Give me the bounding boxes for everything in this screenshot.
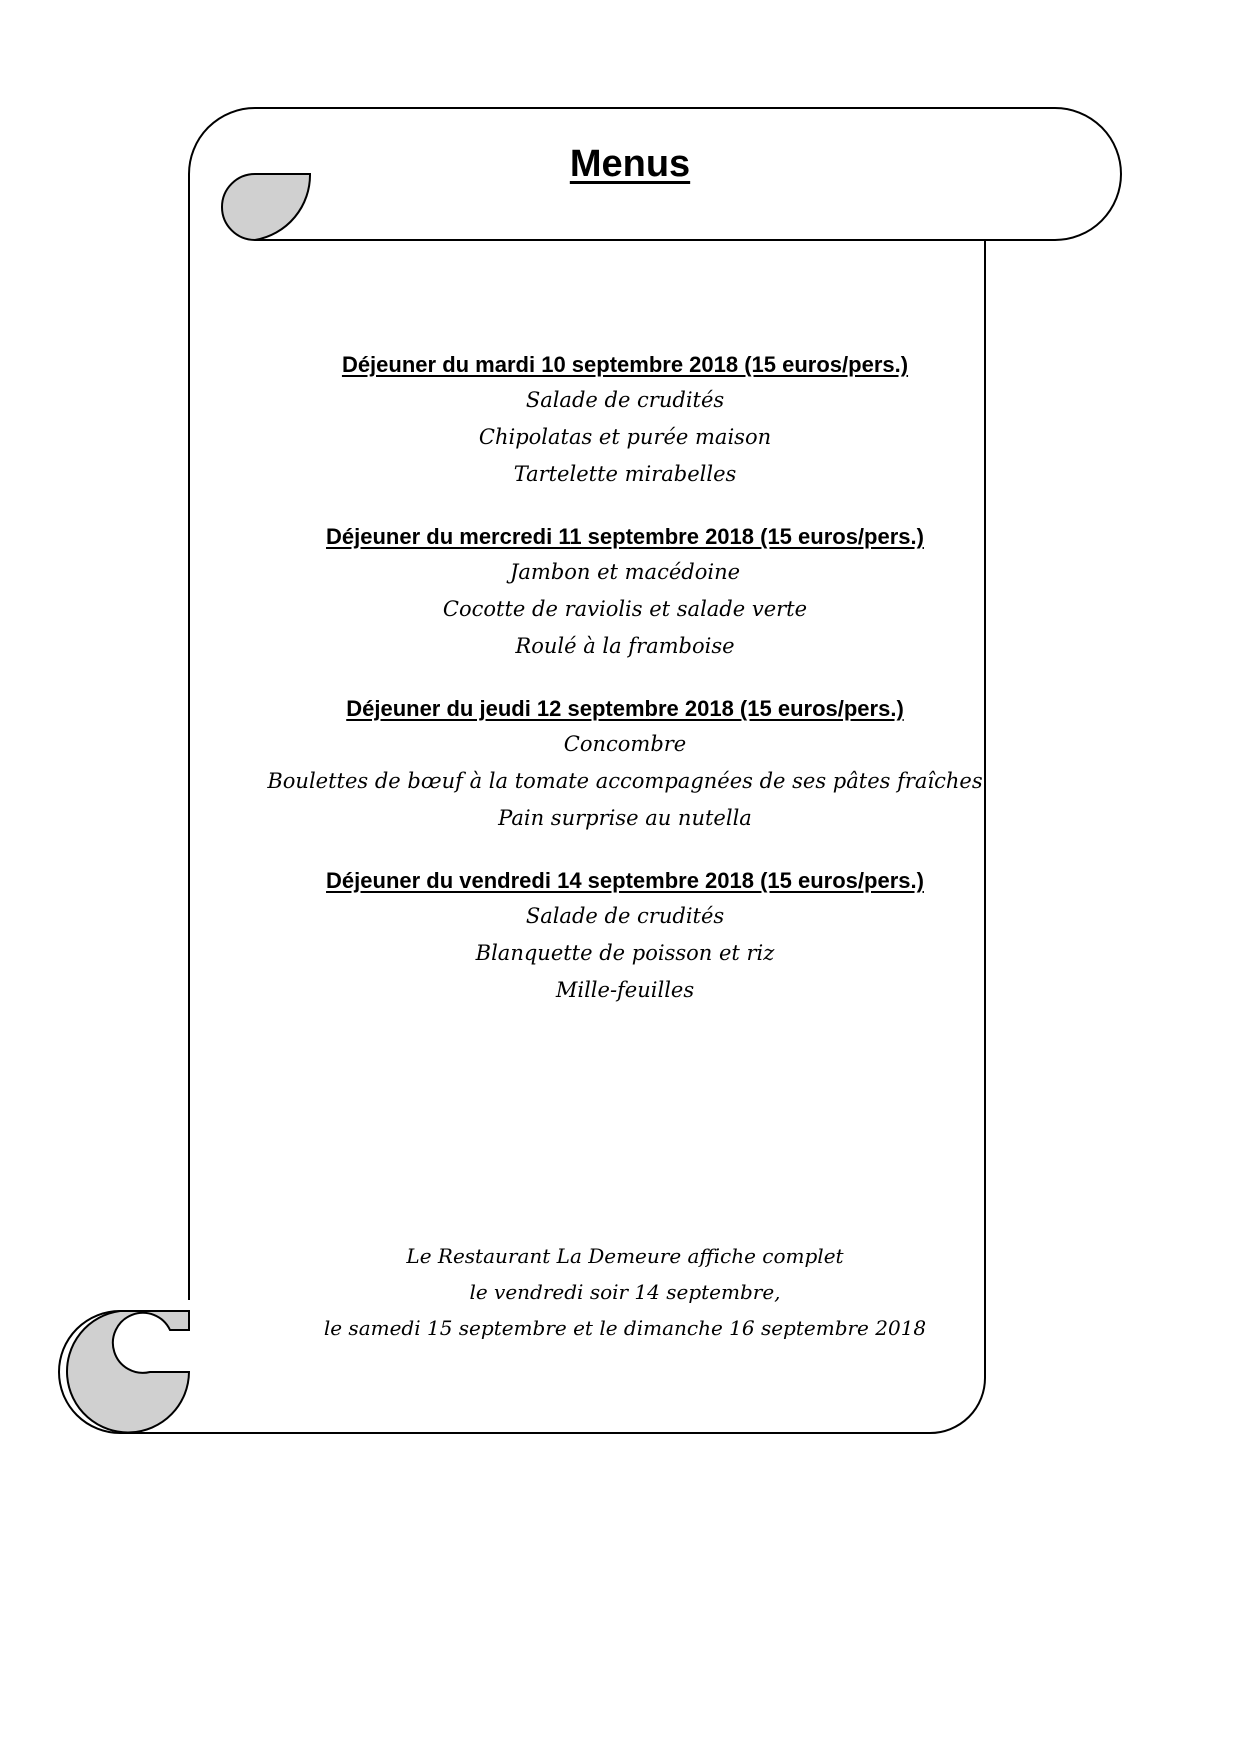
menu-section-wednesday xyxy=(240,522,1010,665)
bottom-left-curl-shape xyxy=(67,1311,189,1432)
menu-heading: Déjeuner du mardi 10 septembre 2018 (15 euros/pers.) xyxy=(341,352,909,377)
notice-line: Le Restaurant La Demeure affiche complet xyxy=(406,1244,844,1268)
dish-dessert: Roulé à la framboise xyxy=(515,634,735,658)
dish-starter: Salade de crudités xyxy=(525,388,725,412)
menu-section-thursday xyxy=(240,694,1010,837)
dish-main: Blanquette de poisson et riz xyxy=(475,941,775,965)
dish-main: Boulettes de bœuf à la tomate accompagnées de ses pâtes fraîches xyxy=(267,769,983,793)
dish-starter: Jambon et macédoine xyxy=(509,560,741,584)
page-title: Menus xyxy=(569,143,691,185)
dish-dessert: Mille-feuilles xyxy=(555,978,695,1002)
dish-dessert: Pain surprise au nutella xyxy=(498,806,752,830)
dish-starter: Salade de crudités xyxy=(525,904,725,928)
menu-heading: Déjeuner du vendredi 14 septembre 2018 (15 euros/pers.) xyxy=(326,868,924,893)
notice-line: le vendredi soir 14 septembre, xyxy=(469,1280,781,1304)
menu-section-tuesday xyxy=(240,350,1010,493)
dish-dessert: Tartelette mirabelles xyxy=(513,462,737,486)
notice-line: le samedi 15 septembre et le dimanche 16 septembre 2018 xyxy=(323,1316,927,1340)
top-left-curl xyxy=(222,174,310,240)
menu-list xyxy=(240,350,1010,1038)
menu-heading: Déjeuner du mercredi 11 septembre 2018 (15 euros/pers.) xyxy=(326,524,924,549)
availability-notice xyxy=(300,1238,950,1346)
dish-main: Cocotte de raviolis et salade verte xyxy=(442,597,808,621)
dish-main: Chipolatas et purée maison xyxy=(478,425,772,449)
dish-starter: Concombre xyxy=(563,732,687,756)
menu-heading: Déjeuner du jeudi 12 septembre 2018 (15 euros/pers.) xyxy=(346,696,904,721)
menu-section-friday xyxy=(240,866,1010,1009)
